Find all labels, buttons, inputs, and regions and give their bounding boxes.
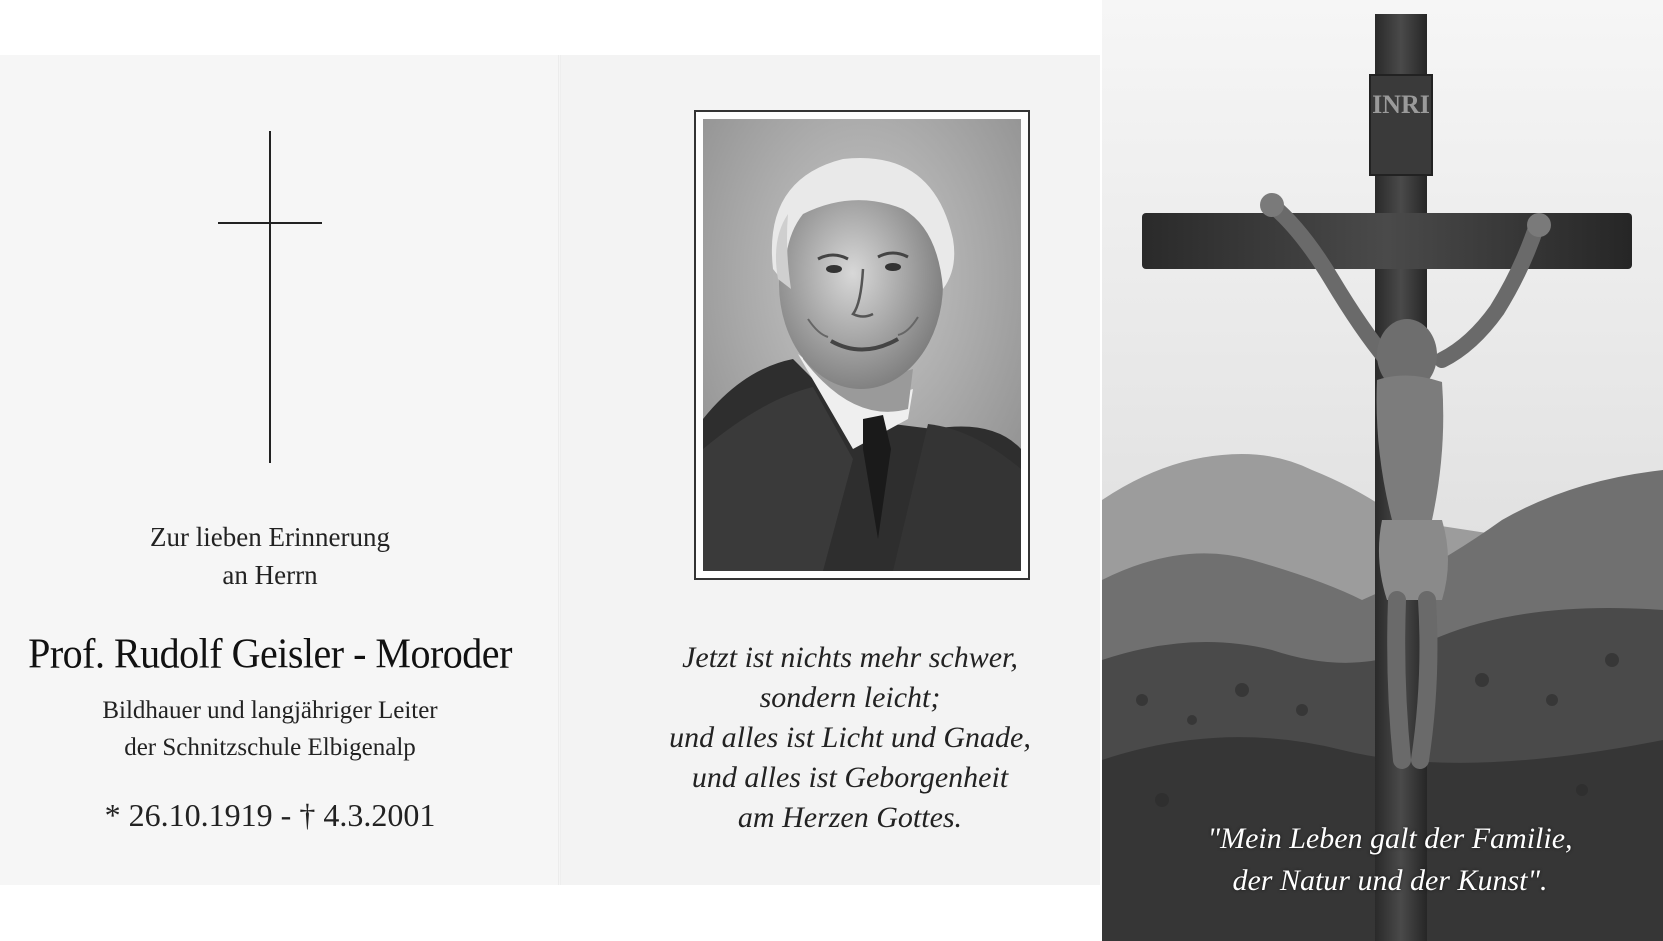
poem-line-4: und alles ist Geborgenheit (691, 761, 1009, 794)
intro-line-1: Zur lieben Erinnerung (150, 522, 390, 552)
cross-vertical-bar (269, 131, 271, 463)
cross-horizontal-bar (218, 222, 322, 224)
crucifix-photo (1102, 0, 1663, 941)
poem-line-5: am Herzen Gottes. (737, 801, 963, 834)
inri-inscription: INRI (1372, 90, 1430, 119)
quote-line-1: "Mein Leben galt der Familie, (1207, 822, 1573, 855)
role-line-2: der Schnitzschule Elbigenalp (124, 734, 416, 761)
crucifix-image (1102, 0, 1663, 941)
intro-line-2: an Herrn (222, 560, 318, 590)
role-description (30, 692, 510, 766)
card-fold-line (558, 55, 561, 885)
poem-line-3: und alles ist Licht und Gnade, (669, 721, 1031, 754)
quote-line-2: der Natur und der Kunst". (1232, 864, 1548, 897)
intro-text (60, 518, 480, 594)
portrait-photo (694, 110, 1030, 580)
poem-line-2: sondern leicht; (759, 681, 941, 714)
role-line-1: Bildhauer und langjähriger Leiter (102, 697, 438, 724)
deceased-name: Prof. Rudolf Geisler - Moroder (28, 629, 512, 678)
poem-text (615, 638, 1085, 838)
poem-line-1: Jetzt ist nichts mehr schwer, (682, 641, 1018, 674)
quote-text (1130, 818, 1650, 902)
portrait-image (703, 119, 1021, 571)
life-dates: * 26.10.1919 - † 4.3.2001 (104, 797, 436, 833)
